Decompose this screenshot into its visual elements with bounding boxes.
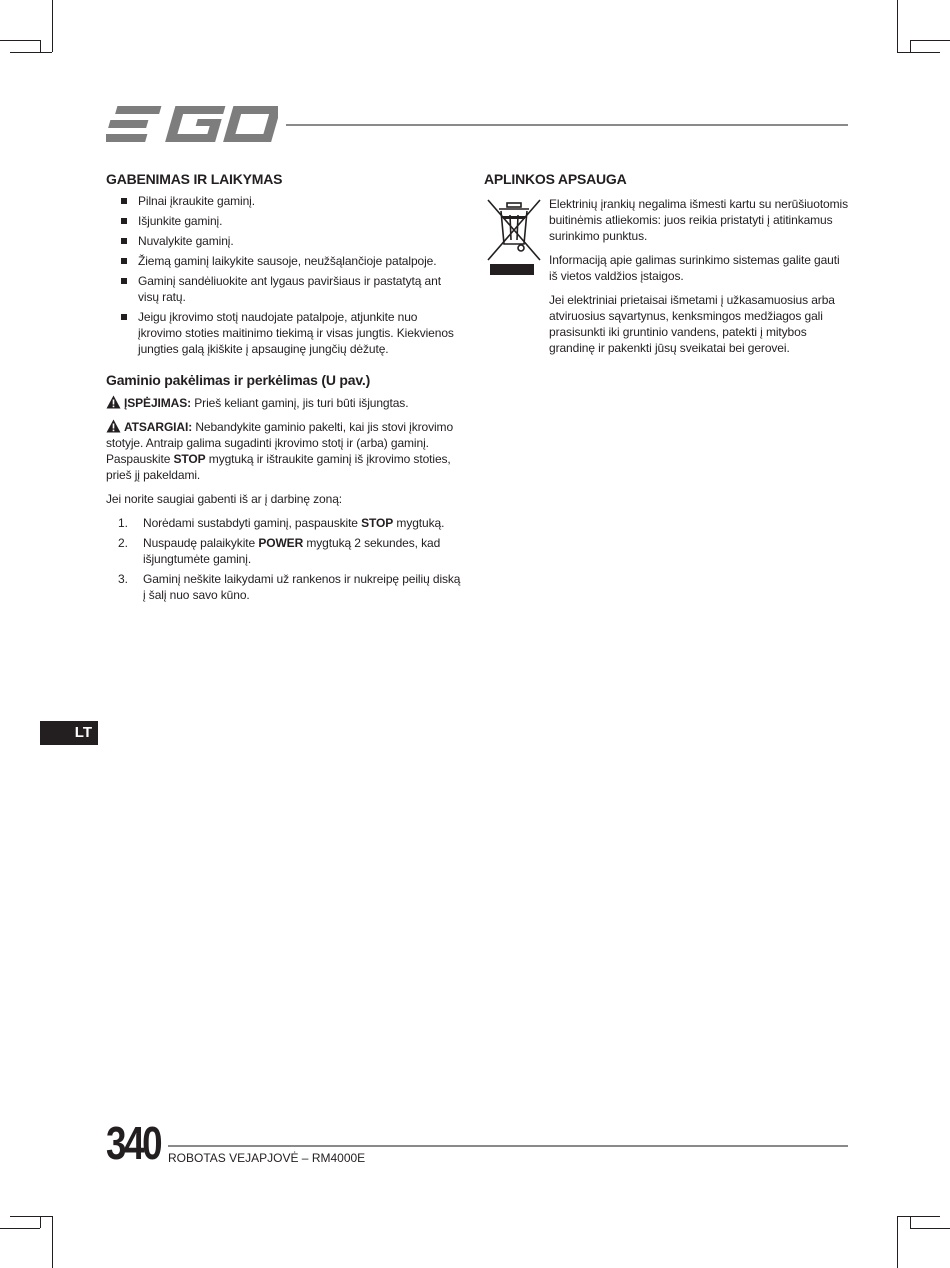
step-number: 2. [118,536,128,550]
footer-title: ROBOTAS VEJAPJOVĖ – RM4000E [168,1151,366,1165]
crop-mark [40,40,41,52]
weee-bar [490,264,534,275]
caution-paragraph [106,419,464,483]
crossed-bin-icon [486,198,542,262]
step-number: 3. [118,572,128,586]
left-column [106,170,464,607]
crop-mark [897,0,898,52]
list-item: Išjunkite gaminį. [106,213,464,229]
language-tab: LT [40,721,98,745]
step-item [106,515,464,531]
warning-label: ĮSPĖJIMAS: [124,396,192,410]
caution-label: ATSARGIAI: [124,420,193,434]
step-text: mygtuką 2 sekundes, kad išjungtumėte gaminį. [143,536,441,566]
env-paragraph: Jei elektriniai prietaisai išmetami į užkasamuosius arba atviruosius sąvartynus, kenksmingos medžiagos gali prasisunkti iki gruntinio vandens, patekti į mitybos grandinę ir pakenkti jūsų sveikatai bei gerovei. [549,293,835,355]
crop-mark [10,52,52,53]
caution-stop: STOP [173,452,206,466]
list-item: Jeigu įkrovimo stotį naudojate patalpoje, atjunkite nuo įkrovimo stoties maitinimo tiekimą ir visas jungtis. Kiekvienos jungties galą įkiškite į apsauginę jungčių dėžutę. [106,309,464,357]
crop-mark [910,40,950,41]
crop-mark [52,1216,53,1268]
warning-text: Prieš keliant gaminį, jis turi būti išjungtas. [191,396,409,410]
crop-mark [0,1228,40,1229]
env-text [549,196,850,364]
crop-mark [910,1228,950,1229]
crop-mark [910,1216,911,1228]
warning-paragraph [106,395,464,411]
list-item: Pilnai įkraukite gaminį. [106,193,464,209]
step-bold: STOP [361,516,394,530]
crop-mark [897,1216,898,1268]
step-item [106,571,464,603]
list-item: Gaminį sandėliuokite ant lygaus paviršiaus ir pastatytą ant visų ratų. [106,273,464,305]
crop-mark [0,40,40,41]
step-text: mygtuką. [393,516,445,530]
crop-mark [910,40,911,52]
caution-text-end: mygtuką ir ištraukite gaminį iš įkrovimo stoties, prieš jį pakeldami. [106,452,451,482]
footer-rule [168,1145,848,1147]
step-text: Norėdami sustabdyti gaminį, paspauskite [143,516,362,530]
crop-mark [897,1216,940,1217]
env-block [484,196,850,364]
header-rule [286,124,848,126]
step-text: Nuspaudę palaikykite [143,536,259,550]
weee-symbol [484,196,544,280]
env-paragraph: Informaciją apie galimas surinkimo sistemas galite gauti iš vietos valdžios įstaigos. [549,253,840,283]
list-item: Nuvalykite gaminį. [106,233,464,249]
warning-triangle-icon [106,395,121,409]
lift-heading: Gaminio pakėlimas ir perkėlimas (U pav.) [106,372,371,388]
step-number: 1. [118,516,128,530]
crop-mark [897,52,940,53]
crop-mark [10,1216,52,1217]
transport-list [106,193,464,357]
page-number: 340 [106,1117,161,1169]
step-item [106,535,464,567]
list-item: Žiemą gaminį laikykite sausoje, neužšąlančioje patalpoje. [106,253,464,269]
env-heading: APLINKOS APSAUGA [484,171,627,187]
caution-text: Nebandykite gaminio pakelti, kai jis stovi įkrovimo stotyje. Antraip galima sugadinti įkrovimo stotį ir (arba) gaminį. Paspauskite [106,420,454,466]
steps-list [106,515,464,603]
step-bold: POWER [258,536,304,550]
warning-triangle-icon [106,419,121,433]
transport-heading: GABENIMAS IR LAIKYMAS [106,171,283,187]
step-text: Gaminį neškite laikydami už rankenos ir nukreipę peilių diską į šalį nuo savo kūno. [143,572,461,602]
ego-logo [106,104,278,144]
crop-mark [52,0,53,52]
transport-intro: Jei norite saugiai gabenti iš ar į darbinę zoną: [106,492,343,506]
env-paragraph: Elektrinių įrankių negalima išmesti kartu su nerūšiuotomis buitinėmis atliekomis: juos reikia pristatyti į atitinkamus surinkimo punktus. [549,197,848,243]
right-column [484,170,850,364]
crop-mark [40,1216,41,1228]
